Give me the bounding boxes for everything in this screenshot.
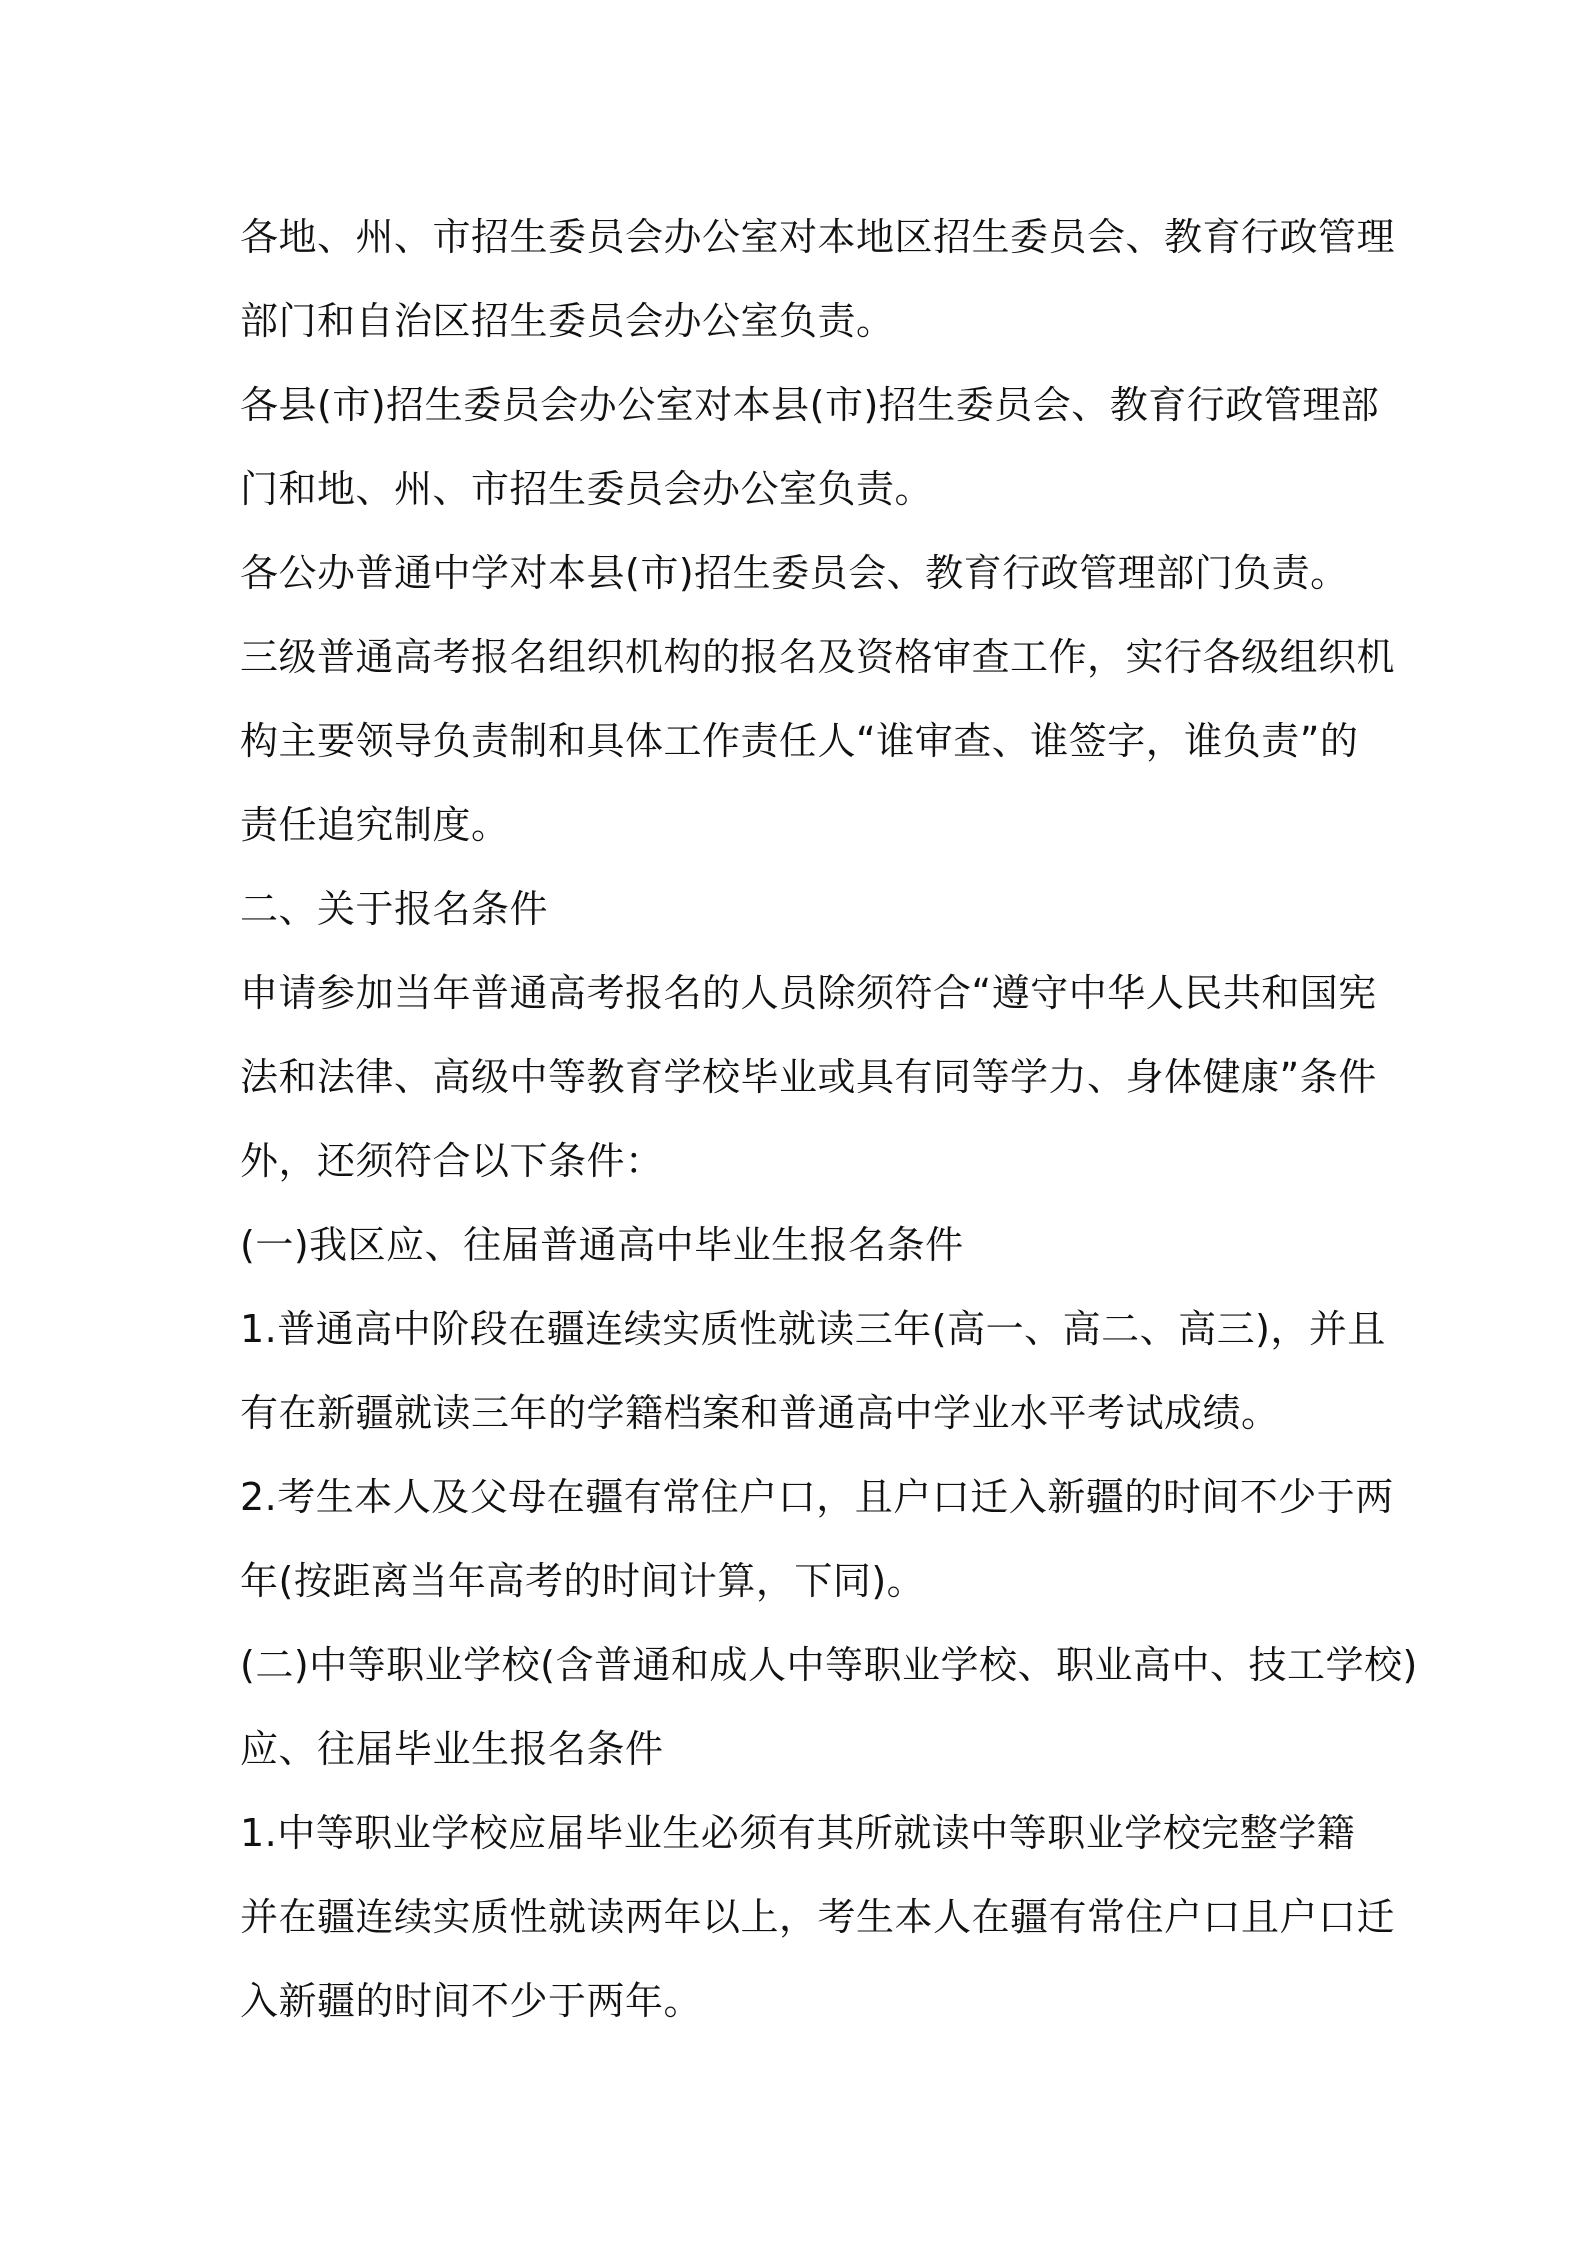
text-line: 申请参加当年普通高考报名的人员除须符合“遵守中华人民共和国宪 <box>240 971 1377 1015</box>
text-line: 门和地、州、市招生委员会办公室负责。 <box>240 467 934 511</box>
subsection-heading: (一)我区应、往届普通高中毕业生报名条件 <box>240 1223 964 1267</box>
text-line: 责任追究制度。 <box>240 803 510 847</box>
text-line: 2.考生本人及父母在疆有常住户口，且户口迁入新疆的时间不少于两 <box>240 1475 1394 1519</box>
text-line: 构主要领导负责制和具体工作责任人“谁审查、谁签字，谁负责”的 <box>240 719 1359 763</box>
section-heading: 二、关于报名条件 <box>240 887 549 931</box>
subsection-heading: (二)中等职业学校(含普通和成人中等职业学校、职业高中、技工学校) <box>240 1643 1418 1687</box>
text-line: 各地、州、市招生委员会办公室对本地区招生委员会、教育行政管理 <box>240 215 1396 259</box>
text-line: 部门和自治区招生委员会办公室负责。 <box>240 299 895 343</box>
text-line: 1.中等职业学校应届毕业生必须有其所就读中等职业学校完整学籍 <box>240 1811 1356 1855</box>
text-line: 各县(市)招生委员会办公室对本县(市)招生委员会、教育行政管理部 <box>240 383 1380 427</box>
text-line: 年(按距离当年高考的时间计算，下同)。 <box>240 1559 926 1603</box>
text-line: 外，还须符合以下条件： <box>240 1139 664 1183</box>
text-line: 1.普通高中阶段在疆连续实质性就读三年(高一、高二、高三)，并且 <box>240 1307 1386 1351</box>
document-body <box>240 195 1418 2043</box>
subsection-heading: 应、往届毕业生报名条件 <box>240 1727 664 1771</box>
text-line: 法和法律、高级中等教育学校毕业或具有同等学力、身体健康”条件 <box>240 1055 1377 1099</box>
text-line: 并在疆连续实质性就读两年以上，考生本人在疆有常住户口且户口迁 <box>240 1895 1396 1939</box>
text-line: 三级普通高考报名组织机构的报名及资格审查工作，实行各级组织机 <box>240 635 1396 679</box>
text-line: 有在新疆就读三年的学籍档案和普通高中学业水平考试成绩。 <box>240 1391 1280 1435</box>
text-line: 入新疆的时间不少于两年。 <box>240 1979 703 2023</box>
text-line: 各公办普通中学对本县(市)招生委员会、教育行政管理部门负责。 <box>240 551 1349 595</box>
